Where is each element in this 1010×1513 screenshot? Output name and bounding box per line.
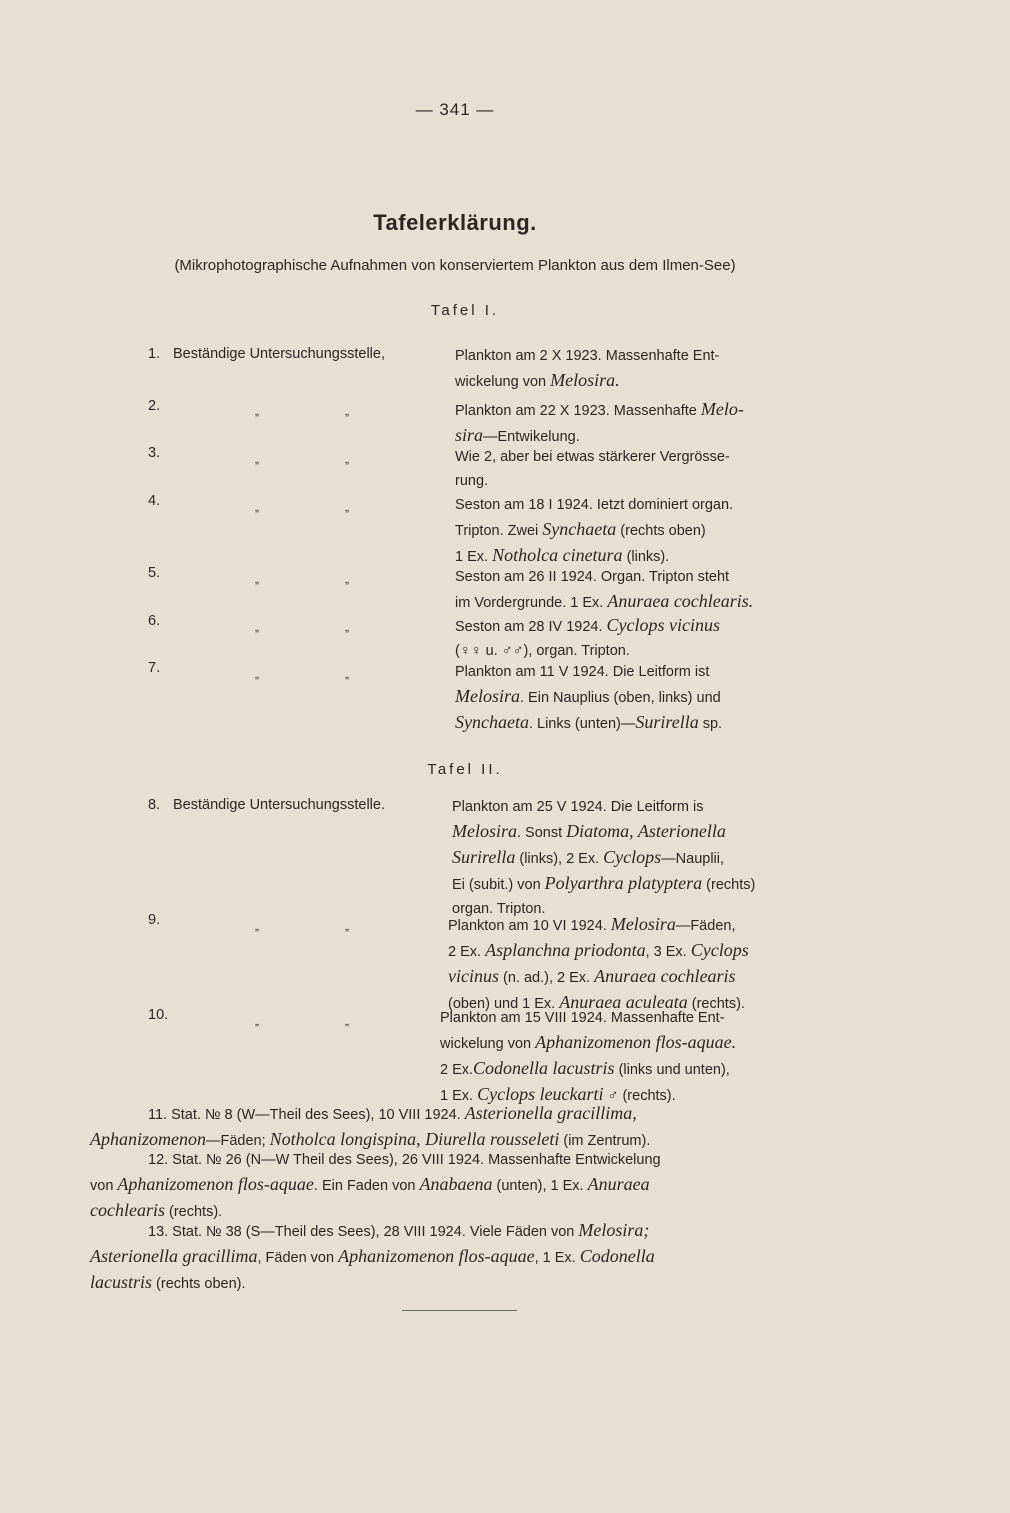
ditto-mark: „ bbox=[345, 500, 349, 514]
ditto-mark: „ bbox=[255, 404, 259, 418]
entry-description: Wie 2, aber bei etwas stärkerer Vergrösse- rung. bbox=[455, 449, 730, 489]
ditto-mark: „ bbox=[345, 1014, 349, 1028]
paragraph-11: 11. Stat. № 8 (W—Theil des Sees), 10 VIII 1924. Asterionella gracillima, Aphanizomenon—Fäden; Notholca longispina, Diurella rousseleti (im Zentrum). bbox=[90, 1103, 651, 1149]
entry-description: Plankton am 15 VIII 1924. Massenhafte Ent- wickelung von Aphanizomenon flos-aquae. 2 Ex.Codonella lacustris (links und unten), 1 Ex. Cyclops leuckarti ♂ (rechts). bbox=[440, 1010, 737, 1104]
entry-description: Plankton am 2 X 1923. Massenhafte Ent- wickelung von Melosira. bbox=[455, 348, 720, 390]
ditto-mark: „ bbox=[255, 452, 259, 466]
entry-location: Beständige Untersuchungsstelle. bbox=[173, 797, 385, 813]
entry-number: 3. bbox=[148, 445, 161, 461]
entry-number: 6. bbox=[148, 613, 161, 629]
ditto-mark: „ bbox=[255, 500, 259, 514]
ditto-mark: „ bbox=[345, 452, 349, 466]
ditto-mark: „ bbox=[255, 1014, 259, 1028]
ditto-mark: „ bbox=[345, 620, 349, 634]
ditto-mark: „ bbox=[255, 572, 259, 586]
entry-number: 1. bbox=[148, 346, 161, 362]
entry-number: 2. bbox=[148, 398, 161, 414]
entry-description: Seston am 18 I 1924. Ietzt dominiert organ. Tripton. Zwei Synchaeta (rechts oben) 1 Ex. Notholca cinetura (links). bbox=[455, 497, 734, 565]
entry-number: 10. bbox=[148, 1007, 169, 1023]
section-heading-tafel-2: Tafel II. bbox=[427, 761, 503, 778]
ditto-mark: „ bbox=[255, 919, 259, 933]
section-heading-tafel-1: Tafel I. bbox=[430, 302, 500, 319]
entry-number: 9. bbox=[148, 912, 161, 928]
entry-description: Plankton am 22 X 1923. Massenhafte Melo- sira—Entwikelung. bbox=[455, 399, 744, 445]
page-title: Tafelerklärung. bbox=[373, 210, 537, 235]
entry-description: Plankton am 25 V 1924. Die Leitform is Melosira. Sonst Diatoma, Asterionella Surirella (links), 2 Ex. Cyclops—Nauplii, Ei (subit.) von Polyarthra platyptera (rechts) organ. Tripton. bbox=[452, 799, 756, 917]
ditto-mark: „ bbox=[255, 667, 259, 681]
ditto-mark: „ bbox=[255, 620, 259, 634]
ditto-mark: „ bbox=[345, 572, 349, 586]
subtitle: (Mikrophotographische Aufnahmen von konserviertem Plankton aus dem Ilmen-See) bbox=[174, 257, 736, 274]
entry-location: Beständige Untersuchungsstelle, bbox=[173, 346, 385, 362]
entry-description: Plankton am 11 V 1924. Die Leitform ist Melosira. Ein Nauplius (oben, links) und Synchaeta. Links (unten)—Surirella sp. bbox=[455, 664, 723, 732]
entry-number: 4. bbox=[148, 493, 161, 509]
page-number: — 341 — bbox=[415, 100, 495, 119]
entry-description: Plankton am 10 VI 1924. Melosira—Fäden, 2 Ex. Asplanchna priodonta, 3 Ex. Cyclops vicinus (n. ad.), 2 Ex. Anuraea cochlearis (oben) und 1 Ex. Anuraea aculeata (rechts). bbox=[448, 914, 749, 1012]
paragraph-12: 12. Stat. № 26 (N—W Theil des Sees), 26 VIII 1924. Massenhafte Entwickelung von Aphanizomenon flos-aquae. Ein Faden von Anabaena (unten), 1 Ex. Anuraea cochlearis (rechts). bbox=[90, 1152, 661, 1220]
entry-description: Seston am 26 II 1924. Organ. Tripton steht im Vordergrunde. 1 Ex. Anuraea cochlearis. bbox=[455, 569, 754, 611]
ditto-mark: „ bbox=[345, 919, 349, 933]
entry-number: 7. bbox=[148, 660, 161, 676]
ditto-mark: „ bbox=[345, 404, 349, 418]
entry-number: 8. bbox=[148, 797, 161, 813]
entry-description: Seston am 28 IV 1924. Cyclops vicinus (♀♀ u. ♂♂), organ. Tripton. bbox=[455, 615, 721, 659]
ditto-mark: „ bbox=[345, 667, 349, 681]
paragraph-13: 13. Stat. № 38 (S—Theil des Sees), 28 VIII 1924. Viele Fäden von Melosira; Asterionella gracillima, Fäden von Aphanizomenon flos-aquae, 1 Ex. Codonella lacustris (rechts oben). bbox=[90, 1220, 655, 1292]
entry-number: 5. bbox=[148, 565, 161, 581]
end-rule bbox=[402, 1310, 517, 1311]
